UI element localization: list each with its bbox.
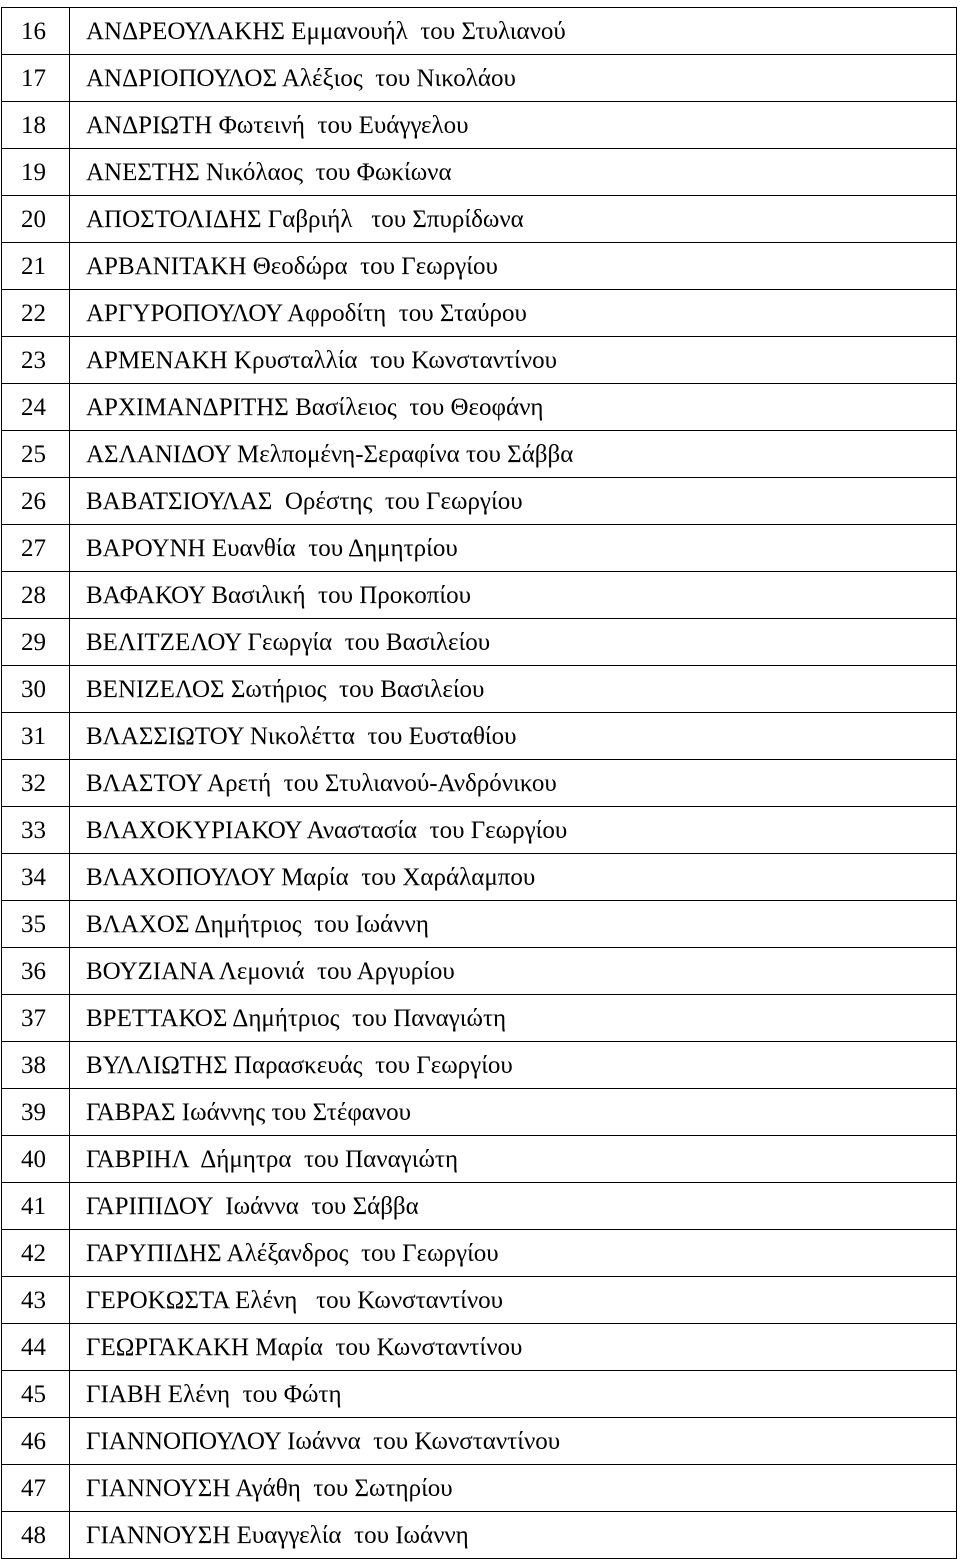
person-name: ΑΡΒΑΝΙΤΑΚΗ Θεοδώρα του Γεωργίου bbox=[70, 243, 957, 290]
person-name: ΒΛΑΧΟΣ Δημήτριος του Ιωάννη bbox=[70, 901, 957, 948]
row-number: 18 bbox=[2, 102, 70, 149]
table-row bbox=[2, 1042, 957, 1089]
row-number: 17 bbox=[2, 55, 70, 102]
row-number: 42 bbox=[2, 1230, 70, 1277]
person-name: ΓΑΡΥΠΙΔΗΣ Αλέξανδρος του Γεωργίου bbox=[70, 1230, 957, 1277]
row-number: 34 bbox=[2, 854, 70, 901]
table-row bbox=[2, 431, 957, 478]
row-number: 35 bbox=[2, 901, 70, 948]
table-row bbox=[2, 901, 957, 948]
person-name: ΒΛΑΣΣΙΩΤΟΥ Νικολέττα του Ευσταθίου bbox=[70, 713, 957, 760]
row-number: 45 bbox=[2, 1371, 70, 1418]
row-number: 27 bbox=[2, 525, 70, 572]
row-number: 43 bbox=[2, 1277, 70, 1324]
table-row bbox=[2, 290, 957, 337]
row-number: 46 bbox=[2, 1418, 70, 1465]
table-row bbox=[2, 1324, 957, 1371]
person-name: ΒΥΛΛΙΩΤΗΣ Παρασκευάς του Γεωργίου bbox=[70, 1042, 957, 1089]
row-number: 16 bbox=[2, 8, 70, 55]
table-row bbox=[2, 1136, 957, 1183]
table-row bbox=[2, 760, 957, 807]
table-row bbox=[2, 1089, 957, 1136]
table-row bbox=[2, 149, 957, 196]
row-number: 39 bbox=[2, 1089, 70, 1136]
person-name: ΒΛΑΧΟΚΥΡΙΑΚΟΥ Αναστασία του Γεωργίου bbox=[70, 807, 957, 854]
table-row bbox=[2, 55, 957, 102]
row-number: 47 bbox=[2, 1465, 70, 1512]
row-number: 21 bbox=[2, 243, 70, 290]
table-row bbox=[2, 713, 957, 760]
table-row bbox=[2, 1465, 957, 1512]
person-name: ΒΕΝΙΖΕΛΟΣ Σωτήριος του Βασιλείου bbox=[70, 666, 957, 713]
row-number: 29 bbox=[2, 619, 70, 666]
table-row bbox=[2, 384, 957, 431]
row-number: 31 bbox=[2, 713, 70, 760]
person-name: ΓΑΒΡΑΣ Ιωάννης του Στέφανου bbox=[70, 1089, 957, 1136]
table-row bbox=[2, 854, 957, 901]
person-name: ΒΕΛΙΤΖΕΛΟΥ Γεωργία του Βασιλείου bbox=[70, 619, 957, 666]
row-number: 23 bbox=[2, 337, 70, 384]
table-row bbox=[2, 995, 957, 1042]
row-number: 19 bbox=[2, 149, 70, 196]
name-list-table bbox=[1, 7, 957, 1559]
table-row bbox=[2, 1183, 957, 1230]
person-name: ΓΕΡΟΚΩΣΤΑ Ελένη του Κωνσταντίνου bbox=[70, 1277, 957, 1324]
table-row bbox=[2, 1418, 957, 1465]
person-name: ΓΙΑΝΝΟΠΟΥΛΟΥ Ιωάννα του Κωνσταντίνου bbox=[70, 1418, 957, 1465]
table-row bbox=[2, 1371, 957, 1418]
table-row bbox=[2, 525, 957, 572]
person-name: ΒΛΑΣΤΟΥ Αρετή του Στυλιανού-Ανδρόνικου bbox=[70, 760, 957, 807]
table-row bbox=[2, 807, 957, 854]
table-row bbox=[2, 1230, 957, 1277]
row-number: 22 bbox=[2, 290, 70, 337]
row-number: 25 bbox=[2, 431, 70, 478]
table-row bbox=[2, 1277, 957, 1324]
row-number: 37 bbox=[2, 995, 70, 1042]
person-name: ΓΙΑΝΝΟΥΣΗ Ευαγγελία του Ιωάννη bbox=[70, 1512, 957, 1559]
table-row bbox=[2, 243, 957, 290]
name-list-body bbox=[2, 8, 957, 1559]
person-name: ΓΙΑΝΝΟΥΣΗ Αγάθη του Σωτηρίου bbox=[70, 1465, 957, 1512]
row-number: 24 bbox=[2, 384, 70, 431]
row-number: 33 bbox=[2, 807, 70, 854]
person-name: ΑΝΔΡΕΟΥΛΑΚΗΣ Εμμανουήλ του Στυλιανού bbox=[70, 8, 957, 55]
person-name: ΓΕΩΡΓΑΚΑΚΗ Μαρία του Κωνσταντίνου bbox=[70, 1324, 957, 1371]
row-number: 40 bbox=[2, 1136, 70, 1183]
person-name: ΒΑΒΑΤΣΙΟΥΛΑΣ Ορέστης του Γεωργίου bbox=[70, 478, 957, 525]
row-number: 38 bbox=[2, 1042, 70, 1089]
table-row bbox=[2, 1512, 957, 1559]
person-name: ΑΡΧΙΜΑΝΔΡΙΤΗΣ Βασίλειος του Θεοφάνη bbox=[70, 384, 957, 431]
person-name: ΒΑΡΟΥΝΗ Ευανθία του Δημητρίου bbox=[70, 525, 957, 572]
person-name: ΒΑΦΑΚΟΥ Βασιλική του Προκοπίου bbox=[70, 572, 957, 619]
row-number: 26 bbox=[2, 478, 70, 525]
person-name: ΒΟΥΖΙΑΝΑ Λεμονιά του Αργυρίου bbox=[70, 948, 957, 995]
person-name: ΓΙΑΒΗ Ελένη του Φώτη bbox=[70, 1371, 957, 1418]
person-name: ΑΝΔΡΙΩΤΗ Φωτεινή του Ευάγγελου bbox=[70, 102, 957, 149]
table-row bbox=[2, 478, 957, 525]
person-name: ΑΝΕΣΤΗΣ Νικόλαος του Φωκίωνα bbox=[70, 149, 957, 196]
person-name: ΑΝΔΡΙΟΠΟΥΛΟΣ Αλέξιος του Νικολάου bbox=[70, 55, 957, 102]
table-row bbox=[2, 619, 957, 666]
row-number: 41 bbox=[2, 1183, 70, 1230]
row-number: 32 bbox=[2, 760, 70, 807]
table-row bbox=[2, 948, 957, 995]
row-number: 48 bbox=[2, 1512, 70, 1559]
person-name: ΓΑΡΙΠΙΔΟΥ Ιωάννα του Σάββα bbox=[70, 1183, 957, 1230]
table-row bbox=[2, 102, 957, 149]
row-number: 30 bbox=[2, 666, 70, 713]
person-name: ΒΛΑΧΟΠΟΥΛΟΥ Μαρία του Χαράλαμπου bbox=[70, 854, 957, 901]
row-number: 36 bbox=[2, 948, 70, 995]
person-name: ΑΠΟΣΤΟΛΙΔΗΣ Γαβριήλ του Σπυρίδωνα bbox=[70, 196, 957, 243]
row-number: 20 bbox=[2, 196, 70, 243]
row-number: 28 bbox=[2, 572, 70, 619]
table-row bbox=[2, 572, 957, 619]
person-name: ΑΡΓΥΡΟΠΟΥΛΟΥ Αφροδίτη του Σταύρου bbox=[70, 290, 957, 337]
row-number: 44 bbox=[2, 1324, 70, 1371]
person-name: ΓΑΒΡΙΗΛ Δήμητρα του Παναγιώτη bbox=[70, 1136, 957, 1183]
person-name: ΒΡΕΤΤΑΚΟΣ Δημήτριος του Παναγιώτη bbox=[70, 995, 957, 1042]
table-row bbox=[2, 8, 957, 55]
table-row bbox=[2, 196, 957, 243]
person-name: ΑΡΜΕΝΑΚΗ Κρυσταλλία του Κωνσταντίνου bbox=[70, 337, 957, 384]
table-row bbox=[2, 337, 957, 384]
table-row bbox=[2, 666, 957, 713]
person-name: ΑΣΛΑΝΙΔΟΥ Μελπομένη-Σεραφίνα του Σάββα bbox=[70, 431, 957, 478]
